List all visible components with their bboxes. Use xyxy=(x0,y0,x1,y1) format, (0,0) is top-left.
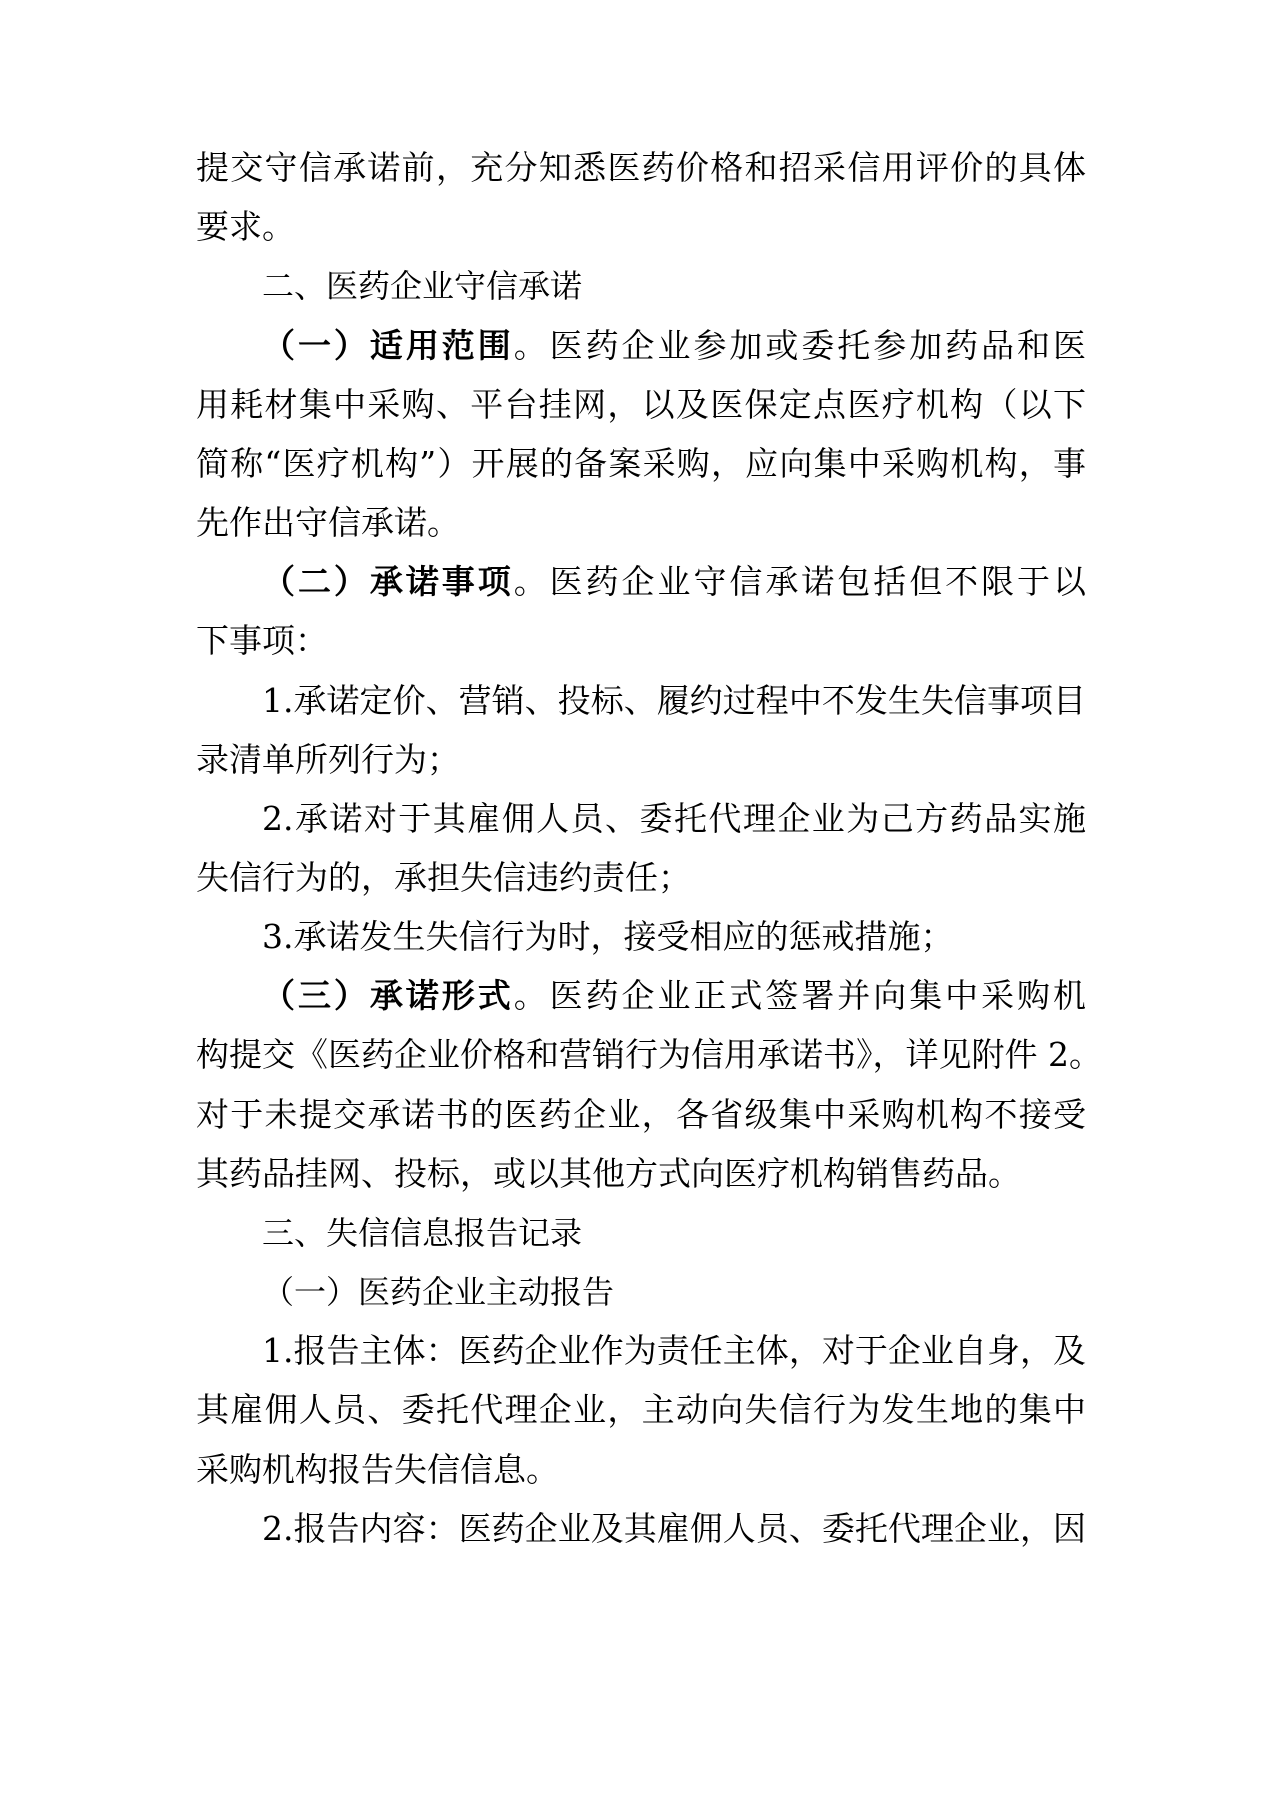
list-item-continuation: 录清单所列行为； xyxy=(196,740,460,779)
paragraph-line: 对于未提交承诺书的医药企业，各省级集中采购机构不接受 xyxy=(196,1095,1086,1134)
item-3-text: 。医药企业正式签署并向集中采购机 xyxy=(513,976,1087,1015)
paragraph-line: 用耗材集中采购、平台挂网，以及医保定点医疗机构（以下 xyxy=(196,385,1086,424)
paragraph-line: 提交守信承诺前，充分知悉医药价格和招采信用评价的具体 xyxy=(196,148,1086,187)
list-item: 2.承诺对于其雇佣人员、委托代理企业为己方药品实施 xyxy=(262,799,1086,838)
list-item-continuation: 失信行为的，承担失信违约责任； xyxy=(196,858,691,897)
item-3-first-line xyxy=(262,976,1086,1016)
paragraph-line: 先作出守信承诺。 xyxy=(196,503,460,542)
paragraph-line: 要求。 xyxy=(196,207,295,246)
item-3-label: （三）承诺形式 xyxy=(262,976,514,1015)
list-item: 1.报告主体：医药企业作为责任主体，对于企业自身，及 xyxy=(262,1331,1086,1370)
paragraph-line: 简称“医疗机构”）开展的备案采购，应向集中采购机构，事 xyxy=(196,444,1086,483)
list-item: 1.承诺定价、营销、投标、履约过程中不发生失信事项目 xyxy=(262,681,1086,720)
paragraph-line: 下事项： xyxy=(196,621,328,660)
subsection-heading: （一）医药企业主动报告 xyxy=(262,1273,615,1311)
item-1-label: （一）适用范围 xyxy=(262,326,514,365)
list-item-continuation: 采购机构报告失信信息。 xyxy=(196,1450,559,1489)
paragraph-line: 构提交《医药企业价格和营销行为信用承诺书》，详见附件 2。 xyxy=(196,1035,1102,1074)
paragraph-line: 其药品挂网、投标，或以其他方式向医疗机构销售药品。 xyxy=(196,1154,1021,1193)
section-heading-2: 二、医药企业守信承诺 xyxy=(262,267,583,305)
list-item: 3.承诺发生失信行为时，接受相应的惩戒措施； xyxy=(262,917,954,956)
list-item-continuation: 其雇佣人员、委托代理企业，主动向失信行为发生地的集中 xyxy=(196,1390,1086,1429)
item-1-first-line xyxy=(262,326,1086,366)
item-1-text: 。医药企业参加或委托参加药品和医 xyxy=(513,326,1087,365)
list-item: 2.报告内容：医药企业及其雇佣人员、委托代理企业，因 xyxy=(262,1509,1086,1548)
item-2-label: （二）承诺事项 xyxy=(262,562,514,601)
item-2-first-line xyxy=(262,562,1086,602)
section-heading-3: 三、失信信息报告记录 xyxy=(262,1214,583,1252)
item-2-text: 。医药企业守信承诺包括但不限于以 xyxy=(513,562,1087,601)
